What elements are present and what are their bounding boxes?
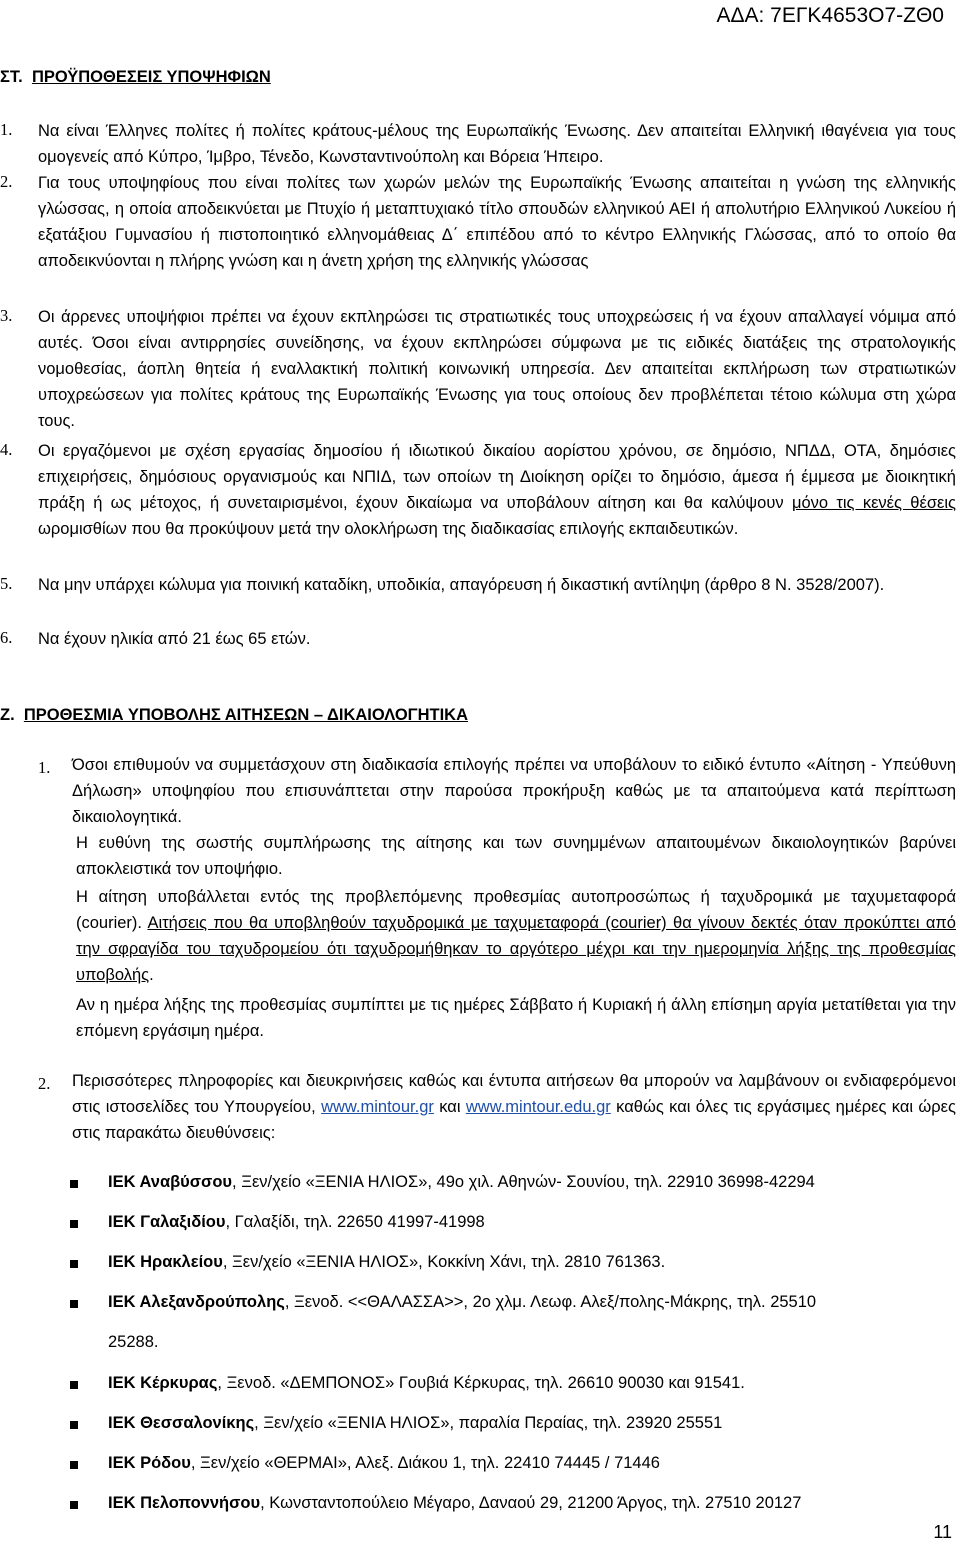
address-name: ΙΕΚ Ηρακλείου: [108, 1253, 223, 1271]
address-rest: , Ξεν/χείο «ΞΕΝΙΑ ΗΛΙΟΣ», παραλία Περαίας, τηλ. 23920 25551: [254, 1414, 723, 1432]
z-item-2-before: Περισσότερες πληροφορίες και διευκρινήσεις καθώς και έντυπα αιτήσεων θα μπορούν να λαμβάνουν οι ενδιαφερόμενοι στις ιστοσελίδες του Υπουργείου,: [72, 1072, 956, 1116]
st-item-4-before: Οι εργαζόμενοι με σχέση εργασίας δημοσίου ή ιδιωτικού δικαίου αορίστου χρόνου, σε δημόσιο, ΝΠΔΔ, ΟΤΑ, δημόσιες επιχειρήσεις, δημόσιους οργανισμούς και ΝΠΙΔ, των οποίων τη Διοίκηση ορίζει το δημόσιο, άμεσα ή έμμεσα με διοικητική πράξη ή ως μέτοχος, ή συνεταιρισμένοι, έχουν δικαίωμα να υποβάλουν αίτηση και θα καλύψουν: [38, 442, 956, 512]
st-item-5-text: Να μην υπάρχει κώλυμα για ποινική καταδίκη, υποδικία, απαγόρευση ή δικαστική αντίληψη (άρθρο 8 Ν. 3528/2007).: [38, 576, 885, 594]
section-z-prefix: Ζ.: [0, 706, 15, 724]
address-name: ΙΕΚ Πελοποννήσου: [108, 1494, 261, 1512]
st-item-3-text: Οι άρρενες υποψήφιοι πρέπει να έχουν εκπληρώσει τις στρατιωτικές τους υποχρεώσεις ή να έχουν απαλλαγεί νόμιμα από αυτές. Όσοι είναι αντιρρησίες συνείδησης, να έχουν εκπληρώσει σύμφωνα με τις ειδικές διατάξεις της στρατολογικής νομοθεσίας, άοπλη θητεία ή εναλλακτική πολιτική κοινωνική υπηρεσία. Δεν απαιτείται εκπλήρωση των στρατιωτικών υποχρεώσεων για πολίτες κράτους της Ευρωπαϊκής Ένωσης για τους οποίους δεν προβλέπεται τέτοιο κώλυμα στη χώρα τους.: [38, 308, 956, 430]
address-rest: , Ξεν/χείο «ΞΕΝΙΑ ΗΛΙΟΣ», 49ο χιλ. Αθηνών- Σουνίου, τηλ. 22910 36998-42294: [232, 1173, 815, 1191]
z-item-1-p3: [76, 884, 956, 988]
page-number: 11: [933, 1522, 952, 1542]
square-bullet-icon: [70, 1381, 78, 1389]
address-rest: , Κωνσταντοπούλειο Μέγαρο, Δαναού 29, 21200 Άργος, τηλ. 27510 20127: [260, 1494, 802, 1512]
address-text: [108, 1374, 745, 1393]
square-bullet-icon: [70, 1461, 78, 1469]
st-item-3-num: 3.: [0, 306, 13, 325]
st-item-4-underlined: μόνο τις κενές θέσεις: [791, 494, 956, 512]
section-z-title: ΠΡΟΘΕΣΜΙΑ ΥΠΟΒΟΛΗΣ ΑΙΤΗΣΕΩΝ – ΔΙΚΑΙΟΛΟΓΗΤΙΚΑ: [23, 706, 468, 724]
square-bullet-icon: [70, 1260, 78, 1268]
st-item-1-num: 1.: [0, 120, 13, 139]
square-bullet-icon: [70, 1220, 78, 1228]
z-item-1-p4: Αν η ημέρα λήξης της προθεσμίας συμπίπτει με τις ημέρες Σάββατο ή Κυριακή ή άλλη επίσημη αργία μετατίθεται για την επόμενη εργάσιμη ημέρα.: [76, 996, 956, 1040]
address-text: [108, 1213, 485, 1232]
address-text: [108, 1253, 665, 1272]
address-text: [108, 1293, 816, 1312]
address-name: ΙΕΚ Κέρκυρας: [108, 1374, 218, 1392]
address-rest: , Ξεν/χείο «ΞΕΝΙΑ ΗΛΙΟΣ», Κοκκίνη Χάνι, τηλ. 2810 761363.: [222, 1253, 666, 1271]
z-item-1-p1: Όσοι επιθυμούν να συμμετάσχουν στη διαδικασία επιλογής πρέπει να υποβάλουν το ειδικό έντυπο «Αίτηση - Υπεύθυνη Δήλωση» υποψηφίου που επισυνάπτεται στην παρούσα προκήρυξη καθώς με τα απαιτούμενα κατά περίπτωση δικαιολογητικά.: [72, 756, 956, 826]
square-bullet-icon: [70, 1180, 78, 1188]
z-item-2-num: 2.: [38, 1074, 51, 1093]
address-rest: , Ξεν/χείο «ΘΕΡΜΑΙ», Αλεξ. Διάκου 1, τηλ. 22410 74445 / 71446: [190, 1454, 660, 1472]
z-item-1-p3-underlined: Αιτήσεις που θα υποβληθούν ταχυδρομικά με ταχυμεταφορά (courier) θα γίνουν δεκτές όταν προκύπτει από την σφραγίδα του ταχυδρομείου ότι ταχυδρομήθηκαν το αργότερο μέχρι και την ημερομηνία λήξης της προθεσμίας υποβολής: [76, 914, 956, 984]
section-st-title: ΠΡΟΫΠΟΘΕΣΕΙΣ ΥΠΟΨΗΦΙΩΝ: [31, 68, 271, 86]
st-item-4-num: 4.: [0, 440, 13, 459]
address-name: ΙΕΚ Αλεξανδρούπολης: [108, 1293, 285, 1311]
st-item-6-text: Να έχουν ηλικία από 21 έως 65 ετών.: [38, 630, 311, 648]
ada-code: ΑΔΑ: 7ΕΓΚ4653Ο7-ΖΘ0: [716, 4, 944, 27]
square-bullet-icon: [70, 1501, 78, 1509]
z-item-1-num: 1.: [38, 758, 51, 777]
address-rest: , Ξενοδ. <<ΘΑΛΑΣΣΑ>>, 2ο χλμ. Λεωφ. Αλεξ/πολης-Μάκρης, τηλ. 25510: [284, 1293, 817, 1311]
section-st-prefix: ΣΤ.: [0, 68, 23, 86]
address-text: [108, 1494, 801, 1513]
address-name: ΙΕΚ Αναβύσσου: [108, 1173, 233, 1191]
square-bullet-icon: [70, 1300, 78, 1308]
square-bullet-icon: [70, 1421, 78, 1429]
st-item-2-text: Για τους υποψηφίους που είναι πολίτες των χωρών μελών της Ευρωπαϊκής Ένωσης απαιτείται η γνώση της ελληνικής γλώσσας, η οποία αποδεικνύεται με Πτυχίο ή μεταπτυχιακό τίτλο σπουδών ελληνικού ΑΕΙ ή απολυτήριο Ελληνικού Λυκείου ή εξατάξιου Γυμνασίου ή πιστοποιητικό ελληνομάθειας Δ΄ επιπέδου από το κέντρο Ελληνικής Γλώσσας, από το οποίο θα αποδεικνύονται η πλήρης γνώση και η άνετη χρήση της ελληνικής γλώσσας: [38, 174, 956, 270]
section-st-heading: [0, 68, 271, 87]
z-item-2-mid: και: [433, 1098, 466, 1116]
z-item-1-p2: Η ευθύνη της σωστής συμπλήρωσης της αίτησης και των συνημμένων απαιτουμένων δικαιολογητικών βαρύνει αποκλειστικά τον υποψήφιο.: [76, 834, 956, 878]
mintour-edu-link[interactable]: www.mintour.edu.gr: [465, 1098, 611, 1116]
z-item-2-text: [72, 1068, 956, 1146]
st-item-4-text: [38, 438, 956, 542]
z-item-1-p3-after: .: [149, 966, 154, 984]
z-item-2-after: καθώς και όλες τις εργάσιμες ημέρες και ώρες στις παρακάτω διευθύνσεις:: [72, 1098, 956, 1142]
address-name: ΙΕΚ Ρόδου: [108, 1454, 191, 1472]
address-text: [108, 1454, 660, 1473]
st-item-5-num: 5.: [0, 574, 13, 593]
section-z-heading: [0, 706, 468, 725]
address-rest: , Γαλαξίδι, τηλ. 22650 41997-41998: [225, 1213, 485, 1231]
address-text: [108, 1414, 722, 1433]
address-rest: , Ξενοδ. «ΔΕΜΠΟΝΟΣ» Γουβιά Κέρκυρας, τηλ. 26610 90030 και 91541.: [217, 1374, 745, 1392]
st-item-4-after: ωρομισθίων που θα προκύψουν μετά την ολοκλήρωση της διαδικασίας επιλογής εκπαιδευτικών.: [38, 520, 739, 538]
address-text: [108, 1173, 815, 1192]
st-item-2-num: 2.: [0, 172, 13, 191]
mintour-link[interactable]: www.mintour.gr: [321, 1098, 434, 1116]
st-item-1-text: Να είναι Έλληνες πολίτες ή πολίτες κράτους-μέλους της Ευρωπαϊκής Ένωσης. Δεν απαιτείται Ελληνική ιθαγένεια για τους ομογενείς από Κύπρο, Ίμβρο, Τένεδο, Κωνσταντινούπολη και Βόρεια Ήπειρο.: [38, 122, 956, 166]
z-item-1-p3-before: Η αίτηση υποβάλλεται εντός της προβλεπόμενης προθεσμίας αυτοπροσώπως ή ταχυδρομικά με ταχυμεταφορά (courier).: [76, 888, 956, 932]
address-name: ΙΕΚ Θεσσαλονίκης: [108, 1414, 255, 1432]
address-rest-2: 25288.: [108, 1333, 159, 1351]
st-item-6-num: 6.: [0, 628, 13, 647]
address-name: ΙΕΚ Γαλαξιδίου: [108, 1213, 226, 1231]
